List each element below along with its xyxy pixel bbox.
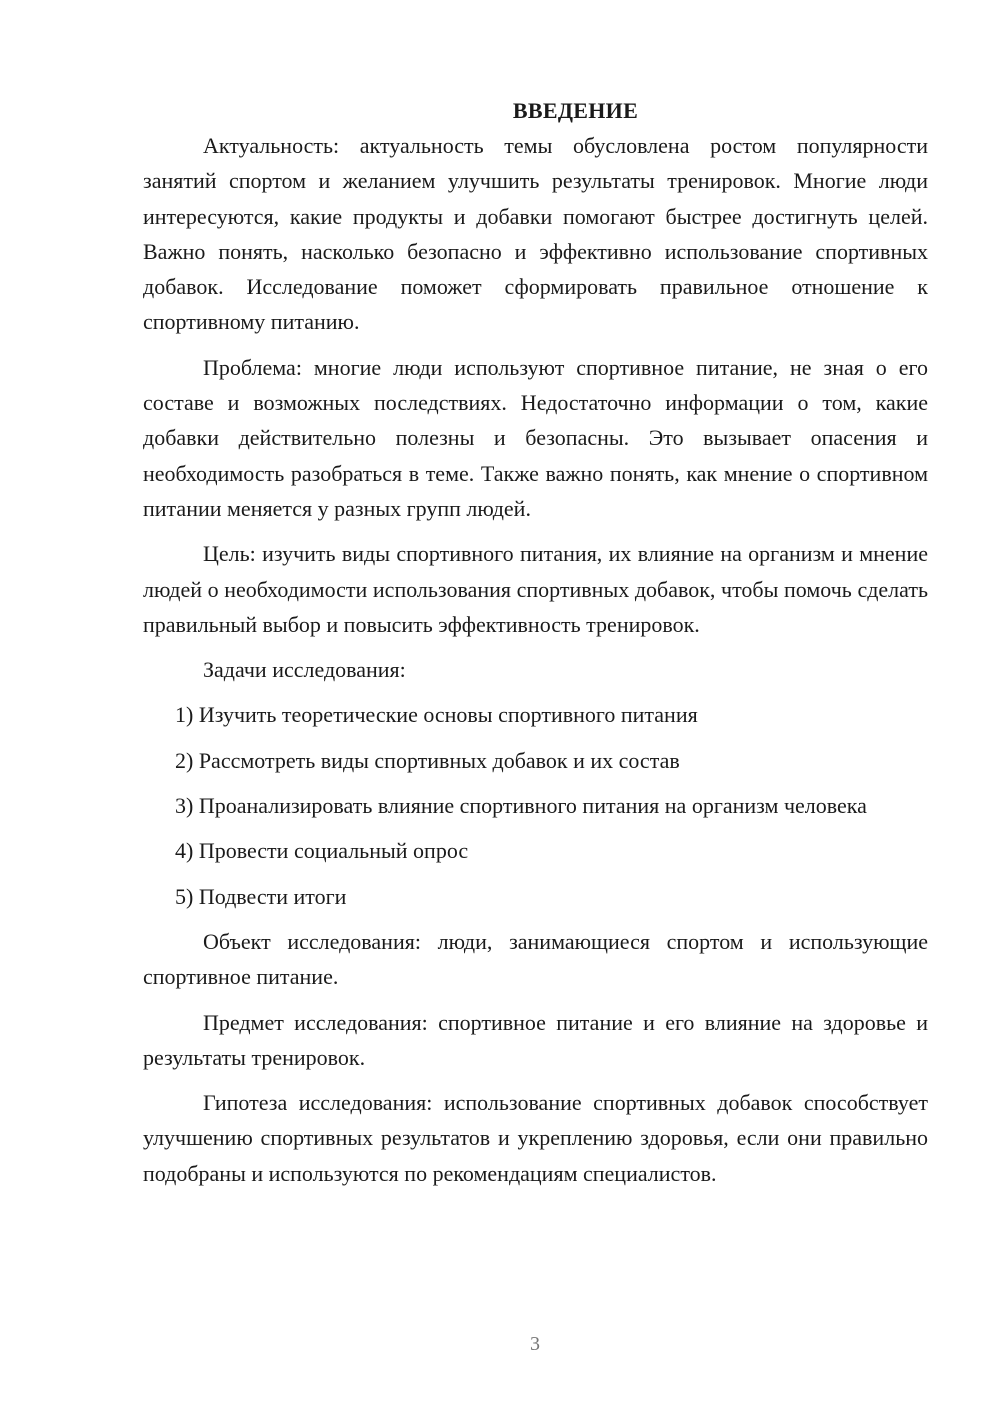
- paragraph-problem: Проблема: многие люди используют спортивное питание, не зная о его составе и возможных последствиях. Недостаточно информации о том, какие добавки действительно полезны и безопасны. Это вызывает опасения и необходимость разобраться в теме. Также важно понять, как мнение о спортивном питании меняется у разных групп людей.: [143, 354, 928, 521]
- task-item: 4) Провести социальный опрос: [175, 838, 469, 864]
- paragraph-subject: Предмет исследования: спортивное питание и его влияние на здоровье и результаты тренировок.: [143, 1009, 928, 1070]
- paragraph-relevance: Актуальность: актуальность темы обусловлена ростом популярности занятий спортом и желанием улучшить результаты тренировок. Многие люди интересуются, какие продукты и добавки помогают быстрее достигнуть целей. Важно понять, насколько безопасно и эффективно использование спортивных добавок. Исследование поможет сформировать правильное отношение к спортивному питанию.: [143, 133, 928, 335]
- paragraph-goal: Цель: изучить виды спортивного питания, их влияние на организм и мнение людей о необходимости использования спортивных добавок, чтобы помочь сделать правильный выбор и повысить эффективность тренировок.: [143, 541, 928, 637]
- page-number: 3: [530, 1333, 540, 1355]
- paragraph-hypothesis: Гипотеза исследования: использование спортивных добавок способствует улучшению спортивных результатов и укреплению здоровья, если они правильно подобраны и используются по рекомендациям специалистов.: [143, 1090, 928, 1186]
- paragraph-object: Объект исследования: люди, занимающиеся спортом и использующие спортивное питание.: [143, 928, 928, 990]
- page-content: [143, 94, 928, 1191]
- tasks-heading: Задачи исследования:: [203, 657, 406, 683]
- task-item: 2) Рассмотреть виды спортивных добавок и их состав: [175, 747, 680, 773]
- task-item: 3) Проанализировать влияние спортивного питания на организм человека: [175, 793, 867, 819]
- task-item: 1) Изучить теоретические основы спортивного питания: [175, 702, 698, 728]
- task-item: 5) Подвести итоги: [175, 883, 347, 909]
- section-title: ВВЕДЕНИЕ: [512, 98, 639, 123]
